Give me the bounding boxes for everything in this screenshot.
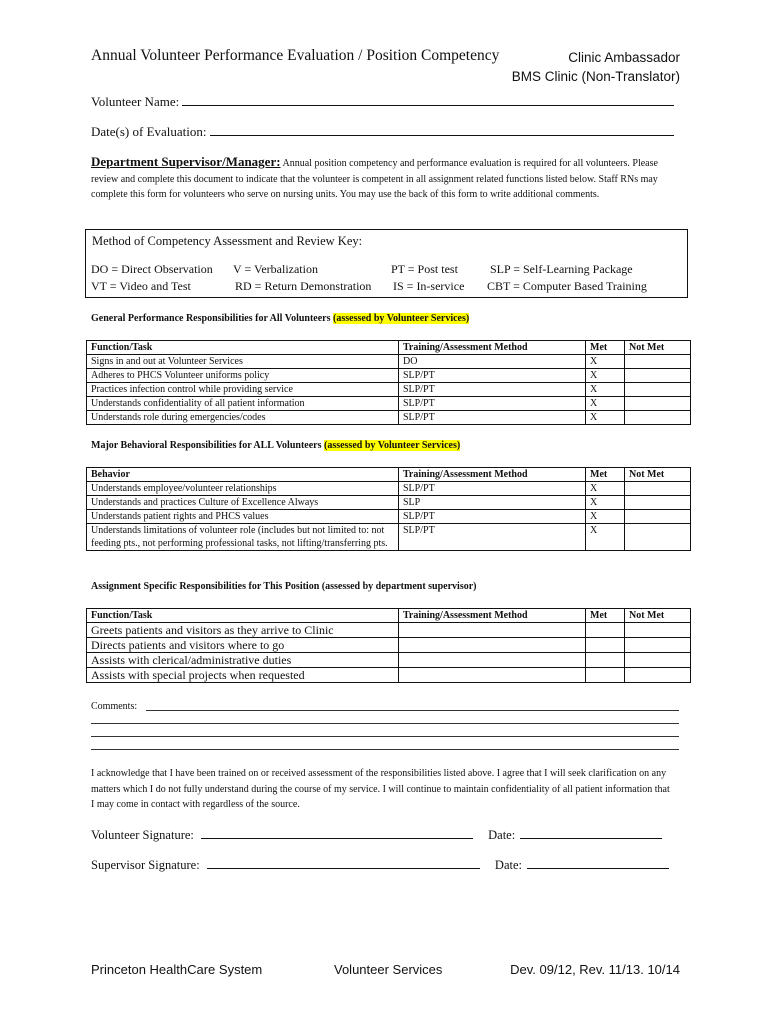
method-cell[interactable]: SLP/PT	[399, 482, 586, 496]
document-title: Annual Volunteer Performance Evaluation / Position Competency	[91, 47, 500, 64]
table-row	[87, 383, 691, 397]
position-title: Clinic Ambassador	[568, 50, 680, 65]
column-header: Not Met	[625, 341, 691, 355]
not-met-cell[interactable]	[625, 638, 691, 653]
task-cell: Understands role during emergencies/codes	[87, 411, 399, 425]
met-cell[interactable]: X	[586, 411, 625, 425]
met-cell[interactable]: X	[586, 510, 625, 524]
footer-organization: Princeton HealthCare System	[91, 962, 263, 977]
table-row	[87, 668, 691, 683]
column-header: Met	[586, 468, 625, 482]
not-met-cell[interactable]	[625, 397, 691, 411]
column-header: Not Met	[625, 609, 691, 623]
method-cell[interactable]: SLP	[399, 496, 586, 510]
behavioral-responsibilities-table	[86, 467, 691, 551]
volunteer-name-line[interactable]	[182, 93, 674, 106]
task-cell: Signs in and out at Volunteer Services	[87, 355, 399, 369]
column-header: Training/Assessment Method	[399, 468, 586, 482]
behavior-cell: Understands employee/volunteer relationships	[87, 482, 399, 496]
met-cell[interactable]: X	[586, 383, 625, 397]
column-header: Training/Assessment Method	[399, 341, 586, 355]
footer-department: Volunteer Services	[334, 962, 443, 977]
not-met-cell[interactable]	[625, 411, 691, 425]
met-cell[interactable]	[586, 638, 625, 653]
met-cell[interactable]: X	[586, 369, 625, 383]
table-row	[87, 653, 691, 668]
assessment-key-box	[85, 229, 688, 298]
method-cell[interactable]: SLP/PT	[399, 411, 586, 425]
not-met-cell[interactable]	[625, 653, 691, 668]
not-met-cell[interactable]	[625, 510, 691, 524]
supervisor-signature-line[interactable]	[207, 857, 480, 869]
column-header: Function/Task	[87, 609, 399, 623]
comments-label: Comments:	[91, 701, 138, 712]
key-vt: VT = Video and Test	[91, 279, 191, 293]
met-cell[interactable]: X	[586, 355, 625, 369]
met-cell[interactable]: X	[586, 496, 625, 510]
comments-line[interactable]	[146, 710, 679, 711]
assessment-key-heading: Method of Competency Assessment and Review Key:	[92, 234, 363, 248]
column-header: Not Met	[625, 468, 691, 482]
method-cell[interactable]: SLP/PT	[399, 369, 586, 383]
assignment-responsibilities-table	[86, 608, 691, 683]
met-cell[interactable]: X	[586, 397, 625, 411]
volunteer-signature-field[interactable]	[91, 827, 662, 843]
table-row	[87, 369, 691, 383]
comments-line[interactable]	[91, 736, 679, 737]
comments-line[interactable]	[91, 723, 679, 724]
footer-revision: Dev. 09/12, Rev. 11/13. 10/14	[510, 962, 680, 977]
key-slp: SLP = Self-Learning Package	[490, 262, 633, 276]
met-cell[interactable]	[586, 653, 625, 668]
instructions-paragraph	[91, 154, 681, 203]
key-rd: RD = Return Demonstration	[235, 279, 372, 293]
key-cbt: CBT = Computer Based Training	[487, 279, 647, 293]
position-header	[512, 48, 680, 86]
met-cell[interactable]: X	[586, 524, 625, 551]
task-cell: Practices infection control while providing service	[87, 383, 399, 397]
volunteer-date-line[interactable]	[520, 827, 662, 839]
not-met-cell[interactable]	[625, 369, 691, 383]
behavior-cell: Understands patient rights and PHCS values	[87, 510, 399, 524]
acknowledgement-text: I acknowledge that I have been trained on or received assessment of the responsibilities listed above. I agree that I will seek clarification on any matters which I do not fully understand during the course of my service. I will continue to maintain confidentiality of all patient information that I may come in contact with regardless of the source.	[91, 768, 670, 810]
method-cell[interactable]: SLP/PT	[399, 510, 586, 524]
not-met-cell[interactable]	[625, 482, 691, 496]
not-met-cell[interactable]	[625, 496, 691, 510]
comments-line[interactable]	[91, 749, 679, 750]
not-met-cell[interactable]	[625, 524, 691, 551]
supervisor-signature-label: Supervisor Signature:	[91, 858, 200, 872]
method-cell[interactable]	[399, 638, 586, 653]
column-header: Met	[586, 609, 625, 623]
method-cell[interactable]	[399, 668, 586, 683]
table-row	[87, 482, 691, 496]
not-met-cell[interactable]	[625, 383, 691, 397]
section1-title-text: General Performance Responsibilities for All Volunteers	[91, 313, 334, 324]
section1-title	[91, 313, 469, 324]
method-cell[interactable]: SLP/PT	[399, 397, 586, 411]
method-cell[interactable]	[399, 653, 586, 668]
column-header: Behavior	[87, 468, 399, 482]
instructions-text: Annual position competency and performance evaluation is required for all volunteers. Please review and complete this document to indicate that the volunteer is competent in all assignment related functions listed below. Staff RNs may complete this form for volunteers who serve on nursing units. You may use the back of this form to write additional comments.	[91, 158, 658, 200]
met-cell[interactable]	[586, 623, 625, 638]
not-met-cell[interactable]	[625, 668, 691, 683]
behavior-cell: Understands and practices Culture of Excellence Always	[87, 496, 399, 510]
table-header-row	[87, 609, 691, 623]
evaluation-dates-label: Date(s) of Evaluation:	[91, 124, 207, 139]
key-do: DO = Direct Observation	[91, 262, 213, 276]
column-header: Training/Assessment Method	[399, 609, 586, 623]
table-row	[87, 638, 691, 653]
evaluation-dates-field[interactable]	[91, 123, 674, 140]
table-row	[87, 411, 691, 425]
section1-highlight: (assessed by Volunteer Services)	[333, 313, 470, 324]
behavior-cell: Understands limitations of volunteer role (includes but not limited to: not feeding pts., not performing professional tasks, not lifting/transferring pts.	[87, 524, 399, 551]
volunteer-date-label: Date:	[488, 828, 516, 842]
method-cell[interactable]	[399, 623, 586, 638]
not-met-cell[interactable]	[625, 355, 691, 369]
key-v: V = Verbalization	[233, 262, 318, 276]
task-cell: Greets patients and visitors as they arrive to Clinic	[87, 623, 399, 638]
table-row	[87, 623, 691, 638]
task-cell: Directs patients and visitors where to go	[87, 638, 399, 653]
section2-title	[91, 440, 460, 451]
table-header-row	[87, 341, 691, 355]
table-row	[87, 510, 691, 524]
not-met-cell[interactable]	[625, 623, 691, 638]
key-pt: PT = Post test	[391, 262, 458, 276]
method-cell[interactable]: DO	[399, 355, 586, 369]
table-row	[87, 355, 691, 369]
method-cell[interactable]: SLP/PT	[399, 383, 586, 397]
table-header-row	[87, 468, 691, 482]
position-location: BMS Clinic (Non-Translator)	[511, 69, 680, 84]
section3-title: Assignment Specific Responsibilities for This Position (assessed by department supervisor)	[91, 581, 477, 592]
section2-highlight: (assessed by Volunteer Services)	[323, 440, 461, 451]
evaluation-dates-line[interactable]	[210, 123, 674, 136]
met-cell[interactable]: X	[586, 482, 625, 496]
table-row	[87, 397, 691, 411]
task-cell: Understands confidentiality of all patient information	[87, 397, 399, 411]
section2-title-text: Major Behavioral Responsibilities for ALL Volunteers	[91, 440, 324, 451]
table-row	[87, 524, 691, 551]
volunteer-name-label: Volunteer Name:	[91, 94, 180, 109]
volunteer-name-field[interactable]	[91, 93, 674, 110]
task-cell: Assists with clerical/administrative duties	[87, 653, 399, 668]
supervisor-date-label: Date:	[494, 858, 522, 872]
supervisor-date-line[interactable]	[527, 857, 669, 869]
task-cell: Adheres to PHCS Volunteer uniforms policy	[87, 369, 399, 383]
method-cell[interactable]: SLP/PT	[399, 524, 586, 551]
volunteer-signature-line[interactable]	[201, 827, 473, 839]
met-cell[interactable]	[586, 668, 625, 683]
column-header: Function/Task	[87, 341, 399, 355]
volunteer-signature-label: Volunteer Signature:	[91, 828, 194, 842]
key-is: IS = In-service	[393, 279, 465, 293]
general-responsibilities-table	[86, 340, 691, 425]
task-cell: Assists with special projects when requested	[87, 668, 399, 683]
instructions-heading: Department Supervisor/Manager:	[91, 154, 281, 169]
supervisor-signature-field[interactable]	[91, 857, 669, 873]
column-header: Met	[586, 341, 625, 355]
table-row	[87, 496, 691, 510]
